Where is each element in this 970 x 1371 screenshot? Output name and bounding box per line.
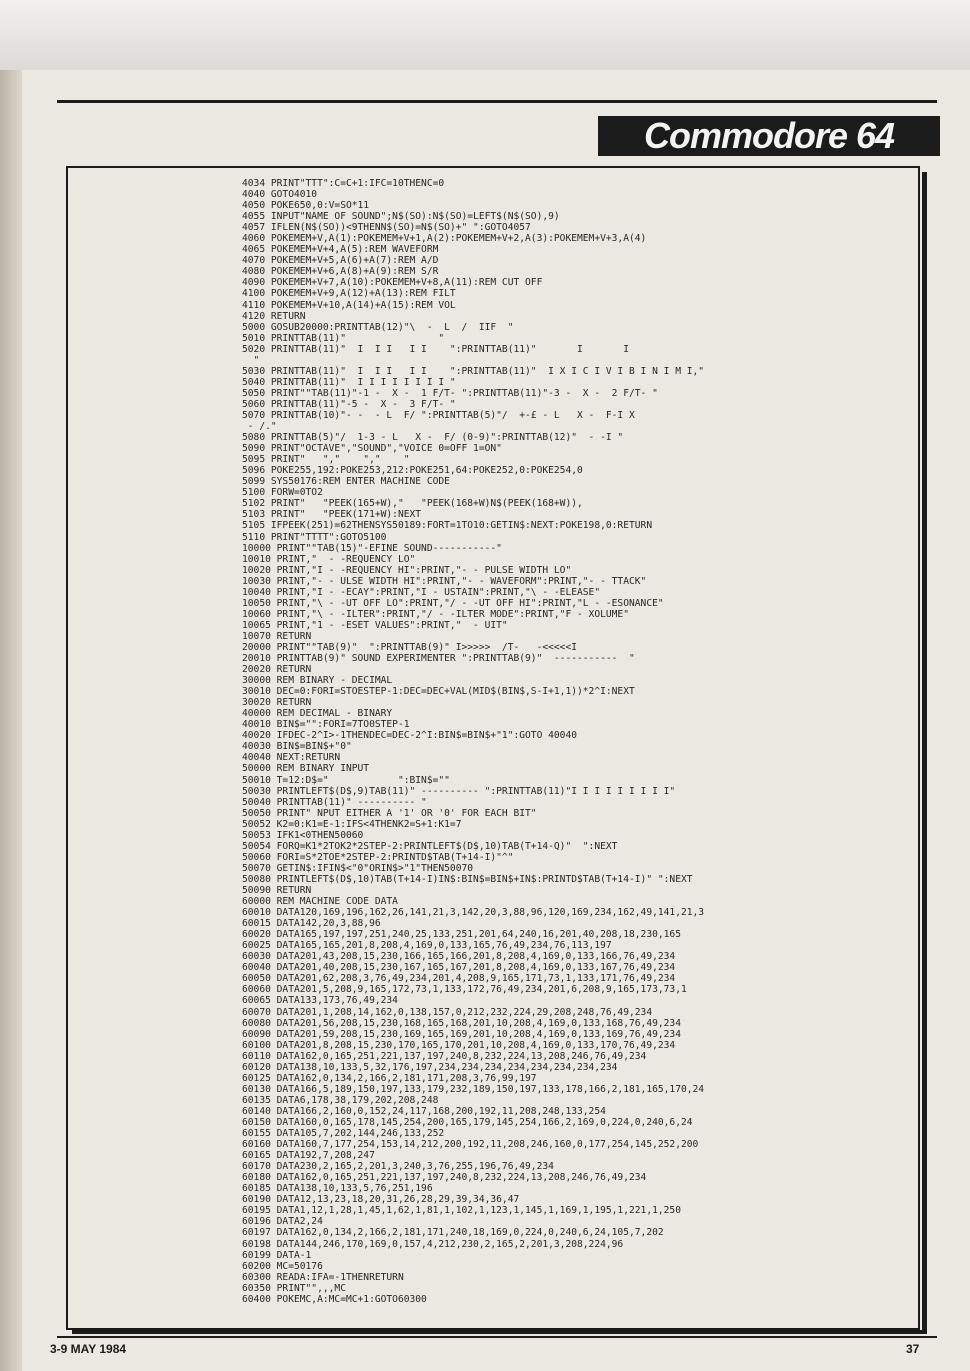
listing-line: 4050 POKE650,0:V=SO*11 bbox=[242, 200, 370, 212]
listing-line: 60135 DATA6,178,38,179,202,208,248 bbox=[242, 1094, 439, 1106]
listing-line: 20010 PRINTTAB(9)" SOUND EXPERIMENTER ":PRINTTAB(9)" ----------- " bbox=[242, 653, 635, 665]
listing-line: 60130 DATA166,5,189,150,197,133,179,232,189,150,197,133,178,166,2,181,165,170,24 bbox=[242, 1083, 705, 1095]
listing-line: 30010 DEC=0:FORI=STOESTEP-1:DEC=DEC+VAL(MID$(BIN$,S-I+1,1))*2^I:NEXT bbox=[242, 686, 635, 698]
frame-shadow-bottom bbox=[72, 1330, 927, 1334]
listing-line: 4034 PRINT"TTT":C=C+1:IFC=10THENC=0 bbox=[242, 178, 445, 189]
listing-line: 40000 REM DECIMAL - BINARY bbox=[242, 708, 393, 720]
listing-line: 50030 PRINTLEFT$(D$,9)TAB(11)" ---------- ":PRINTTAB(11)"I I I I I I I I I" bbox=[242, 785, 676, 797]
listing-line: 60065 DATA133,173,76,49,234 bbox=[242, 995, 398, 1007]
listing-line: 60185 DATA138,10,133,5,76,251,196 bbox=[242, 1183, 433, 1195]
listing-line: 60150 DATA160,0,165,178,145,254,200,165,179,145,254,166,2,169,0,224,0,240,6,24 bbox=[242, 1116, 693, 1128]
listing-line: 5095 PRINT" "," "," " bbox=[242, 454, 410, 466]
listing-line: 60160 DATA160,7,177,254,153,14,212,200,192,11,208,246,160,0,177,254,145,252,200 bbox=[242, 1139, 699, 1151]
listing-line: 50080 PRINTLEFT$(D$,10)TAB(T+14-I)IN$:BIN$=BIN$+IN$:PRINTD$TAB(T+14-I)" ":NEXT bbox=[242, 873, 693, 885]
listing-line: " bbox=[242, 354, 260, 366]
listing-line: 60180 DATA162,0,165,251,221,137,197,240,8,232,224,13,208,246,76,49,234 bbox=[242, 1172, 647, 1184]
listing-line: 5105 IFPEEK(251)=62THENSYS50189:FORT=1TO10:GETIN$:NEXT:POKE198,0:RETURN bbox=[242, 520, 653, 532]
listing-line: 50050 PRINT" NPUT EITHER A '1' OR '0' FOR EACH BIT" bbox=[242, 807, 537, 819]
listing-line: 60010 DATA120,169,196,162,26,141,21,3,142,20,3,88,96,120,169,234,162,49,141,21,3 bbox=[242, 907, 705, 919]
listing-line: 60080 DATA201,56,208,15,230,168,165,168,201,10,208,4,169,0,133,168,76,49,234 bbox=[242, 1017, 681, 1029]
listing-line: 10065 PRINT,"1 - -ESET VALUES":PRINT," - UIT" bbox=[242, 619, 508, 631]
issue-date: 3-9 MAY 1984 bbox=[50, 1342, 127, 1356]
listing-line: 50090 RETURN bbox=[242, 885, 312, 896]
listing-line: 4100 POKEMEM+V+9,A(12)+A(13):REM FILT bbox=[242, 288, 456, 300]
listing-line: 50052 K2=0:K1=E-1:IFS<4THENK2=S+1:K1=7 bbox=[242, 818, 462, 830]
listing-line: 5103 PRINT" "PEEK(171+W):NEXT bbox=[242, 509, 422, 521]
listing-line: 40030 BIN$=BIN$+"0" bbox=[242, 741, 352, 753]
listing-line: 5020 PRINTTAB(11)" I I I I I ":PRINTTAB(11)" I I bbox=[242, 343, 629, 355]
listing-line: 5040 PRINTTAB(11)" I I I I I I I I " bbox=[242, 376, 456, 388]
listing-line: 60120 DATA138,10,133,5,32,176,197,234,234,234,234,234,234,234,234 bbox=[242, 1061, 618, 1073]
listing-line: 60300 READA:IFA=-1THENRETURN bbox=[242, 1271, 404, 1283]
listing-line: 40010 BIN$="":FORI=7TO0STEP-1 bbox=[242, 719, 410, 731]
listing-line: 60050 DATA201,62,208,3,76,49,234,201,4,208,9,165,171,73,1,133,171,76,49,234 bbox=[242, 973, 676, 985]
listing-line: - /." bbox=[242, 421, 277, 433]
listing-line: 4090 POKEMEM+V+7,A(10):POKEMEM+V+8,A(11):REM CUT OFF bbox=[242, 277, 543, 289]
listing-line: 5060 PRINTTAB(11)"-5 - X - 3 F/T- " bbox=[242, 398, 456, 410]
listing-line: 5080 PRINTTAB(5)"/ 1-3 - L X - F/ (0-9)":PRINTTAB(12)" - -I " bbox=[242, 432, 624, 444]
listing-line: 10000 PRINT""TAB(15)"-EFINE SOUND-----------" bbox=[242, 542, 502, 554]
footer-rule bbox=[57, 1336, 937, 1338]
listing-line: 50060 FORI=S*2TOE*2STEP-2:PRINTD$TAB(T+14-I)"^" bbox=[242, 851, 514, 863]
listing-line: 60040 DATA201,40,208,15,230,167,165,167,201,8,208,4,169,0,133,167,76,49,234 bbox=[242, 962, 676, 974]
listing-line: 60170 DATA230,2,165,2,201,3,240,3,76,255,196,76,49,234 bbox=[242, 1161, 554, 1173]
listing-line: 60110 DATA162,0,165,251,221,137,197,240,8,232,224,13,208,246,76,49,234 bbox=[242, 1050, 647, 1062]
listing-line: 60020 DATA165,197,197,251,240,25,133,251,201,64,240,16,201,40,208,18,230,165 bbox=[242, 929, 681, 941]
listing-line: 10010 PRINT," - -REQUENCY LO" bbox=[242, 553, 416, 565]
listing-line: 10060 PRINT,"\ - -ILTER":PRINT,"/ - -ILTER MODE":PRINT,"F - XOLUME" bbox=[242, 608, 629, 620]
listing-line: 60060 DATA201,5,208,9,165,172,73,1,133,172,76,49,234,201,6,208,9,165,173,73,1 bbox=[242, 984, 687, 996]
listing-line: 4055 INPUT"NAME OF SOUND";N$(SO):N$(SO)=LEFT$(N$(SO),9) bbox=[242, 211, 560, 223]
listing-line: 60200 MC=50176 bbox=[242, 1260, 323, 1272]
listing-line: 40020 IFDEC-2^I>-1THENDEC=DEC-2^I:BIN$=BIN$+"1":GOTO 40040 bbox=[242, 730, 578, 742]
listing-line: 60195 DATA1,12,1,28,1,45,1,62,1,81,1,102,1,123,1,145,1,169,1,195,1,221,1,250 bbox=[242, 1205, 681, 1217]
listing-line: 5110 PRINT"TTTT":GOTO5100 bbox=[242, 531, 387, 543]
listing-line: 60199 DATA-1 bbox=[242, 1249, 312, 1261]
listing-line: 60025 DATA165,165,201,8,208,4,169,0,133,165,76,49,234,76,113,197 bbox=[242, 940, 612, 952]
page-spine bbox=[0, 70, 22, 1371]
scan-top-margin bbox=[0, 0, 970, 70]
listing-line: 60070 DATA201,1,208,14,162,0,138,157,0,212,232,224,29,208,248,76,49,234 bbox=[242, 1006, 653, 1018]
listing-line: 50053 IFK1<0THEN50060 bbox=[242, 829, 364, 841]
listing-line: 4070 POKEMEM+V+5,A(6)+A(7):REM A/D bbox=[242, 255, 439, 267]
listing-line: 30000 REM BINARY - DECIMAL bbox=[242, 675, 393, 687]
frame-shadow-right bbox=[922, 172, 927, 1332]
listing-line: 50040 PRINTTAB(11)" ---------- " bbox=[242, 796, 427, 808]
listing-line: 4060 POKEMEM+V,A(1):POKEMEM+V+1,A(2):POKEMEM+V+2,A(3):POKEMEM+V+3,A(4) bbox=[242, 233, 647, 245]
page-number: 37 bbox=[906, 1342, 920, 1356]
basic-program-listing bbox=[242, 178, 902, 1318]
listing-line: 60165 DATA192,7,208,247 bbox=[242, 1150, 375, 1162]
listing-line: 5099 SYS50176:REM ENTER MACHINE CODE bbox=[242, 476, 450, 488]
listing-line: 5100 FORW=0TO2 bbox=[242, 487, 323, 499]
listing-line: 10020 PRINT,"I - -REQUENCY HI":PRINT,"- - PULSE WIDTH LO" bbox=[242, 564, 572, 576]
listing-line: 60125 DATA162,0,134,2,166,2,181,171,208,3,76,99,197 bbox=[242, 1072, 537, 1084]
listing-line: 5050 PRINT""TAB(11)"-1 - X - 1 F/T- ":PRINTTAB(11)"-3 - X - 2 F/T- " bbox=[242, 387, 658, 399]
listing-line: 40040 NEXT:RETURN bbox=[242, 752, 341, 764]
listing-line: 5102 PRINT" "PEEK(165+W)," "PEEK(168+W)N$(PEEK(168+W)), bbox=[242, 498, 583, 510]
listing-line: 4040 GOTO4010 bbox=[242, 189, 318, 201]
listing-line: 60190 DATA12,13,23,18,20,31,26,28,29,39,34,36,47 bbox=[242, 1194, 520, 1206]
listing-line: 50054 FORQ=K1*2TOK2*2STEP-2:PRINTLEFT$(D$,10)TAB(T+14-Q)" ":NEXT bbox=[242, 840, 618, 852]
listing-line: 10050 PRINT,"\ - -UT OFF LO":PRINT,"/ - -UT OFF HI":PRINT,"L - -ESONANCE" bbox=[242, 597, 664, 609]
listing-line: 5000 GOSUB20000:PRINTTAB(12)"\ - L / IIF " bbox=[242, 321, 514, 333]
listing-line: 60140 DATA166,2,160,0,152,24,117,168,200,192,11,208,248,133,254 bbox=[242, 1105, 606, 1117]
listing-line: 20020 RETURN bbox=[242, 664, 312, 676]
listing-line: 4110 POKEMEM+V+10,A(14)+A(15):REM VOL bbox=[242, 299, 456, 311]
listing-line: 5010 PRINTTAB(11)" " bbox=[242, 332, 445, 344]
header-rule bbox=[57, 100, 937, 103]
listing-line: 5096 POKE255,192:POKE253,212:POKE251,64:POKE252,0:POKE254,0 bbox=[242, 465, 583, 477]
listing-line: 60198 DATA144,246,170,169,0,157,4,212,230,2,165,2,201,3,208,224,96 bbox=[242, 1238, 624, 1250]
listing-line: 60400 POKEMC,A:MC=MC+1:GOTO60300 bbox=[242, 1293, 427, 1305]
listing-line: 60196 DATA2,24 bbox=[242, 1216, 323, 1228]
listing-line: 5070 PRINTTAB(10)"- - - L F/ ":PRINTTAB(5)"/ +-£ - L X - F-I X bbox=[242, 409, 635, 421]
listing-line: 10070 RETURN bbox=[242, 630, 312, 642]
listing-line: 4080 POKEMEM+V+6,A(8)+A(9):REM S/R bbox=[242, 266, 439, 278]
listing-line: 60090 DATA201,59,208,15,230,169,165,169,201,10,208,4,169,0,133,169,76,49,234 bbox=[242, 1028, 681, 1040]
listing-line: 60015 DATA142,20,3,88,96 bbox=[242, 918, 381, 930]
listing-line: 60100 DATA201,8,208,15,230,170,165,170,201,10,208,4,169,0,133,170,76,49,234 bbox=[242, 1039, 676, 1051]
listing-line: 60350 PRINT"",,,MC bbox=[242, 1282, 346, 1294]
listing-line: 50000 REM BINARY INPUT bbox=[242, 763, 370, 775]
listing-line: 60155 DATA105,7,202,144,246,133,252 bbox=[242, 1128, 445, 1140]
listing-line: 5090 PRINT"OCTAVE","SOUND","VOICE 0=OFF 1=ON" bbox=[242, 443, 502, 455]
listing-line: 50010 T=12:D$=" ":BIN$="" bbox=[242, 774, 450, 786]
listing-line: 30020 RETURN bbox=[242, 697, 312, 709]
listing-line: 5030 PRINTTAB(11)" I I I I I ":PRINTTAB(11)" I X I C I V I B I N I M I," bbox=[242, 365, 705, 377]
listing-line: 50070 GETIN$:IFIN$<"0"ORIN$>"1"THEN50070 bbox=[242, 862, 474, 874]
listing-line: 10040 PRINT,"I - -ECAY":PRINT,"I - USTAIN":PRINT,"\ - -ELEASE" bbox=[242, 586, 601, 598]
listing-line: 60197 DATA162,0,134,2,166,2,181,171,240,18,169,0,224,0,240,6,24,105,7,202 bbox=[242, 1227, 664, 1239]
section-title: Commodore 64 bbox=[598, 116, 940, 156]
listing-line: 4065 POKEMEM+V+4,A(5):REM WAVEFORM bbox=[242, 244, 439, 256]
listing-line: 60000 REM MACHINE CODE DATA bbox=[242, 896, 398, 908]
listing-line: 20000 PRINT""TAB(9)" ":PRINTTAB(9)" I>>>>> /T- -<<<<<I bbox=[242, 641, 578, 653]
listing-line: 60030 DATA201,43,208,15,230,166,165,166,201,8,208,4,169,0,133,166,76,49,234 bbox=[242, 951, 676, 963]
listing-line: 10030 PRINT,"- - ULSE WIDTH HI":PRINT,"- - WAVEFORM":PRINT,"- - TTACK" bbox=[242, 575, 647, 587]
listing-line: 4057 IFLEN(N$(SO))<9THENN$(SO)=N$(SO)+" ":GOTO4057 bbox=[242, 222, 531, 234]
listing-line: 4120 RETURN bbox=[242, 310, 306, 322]
